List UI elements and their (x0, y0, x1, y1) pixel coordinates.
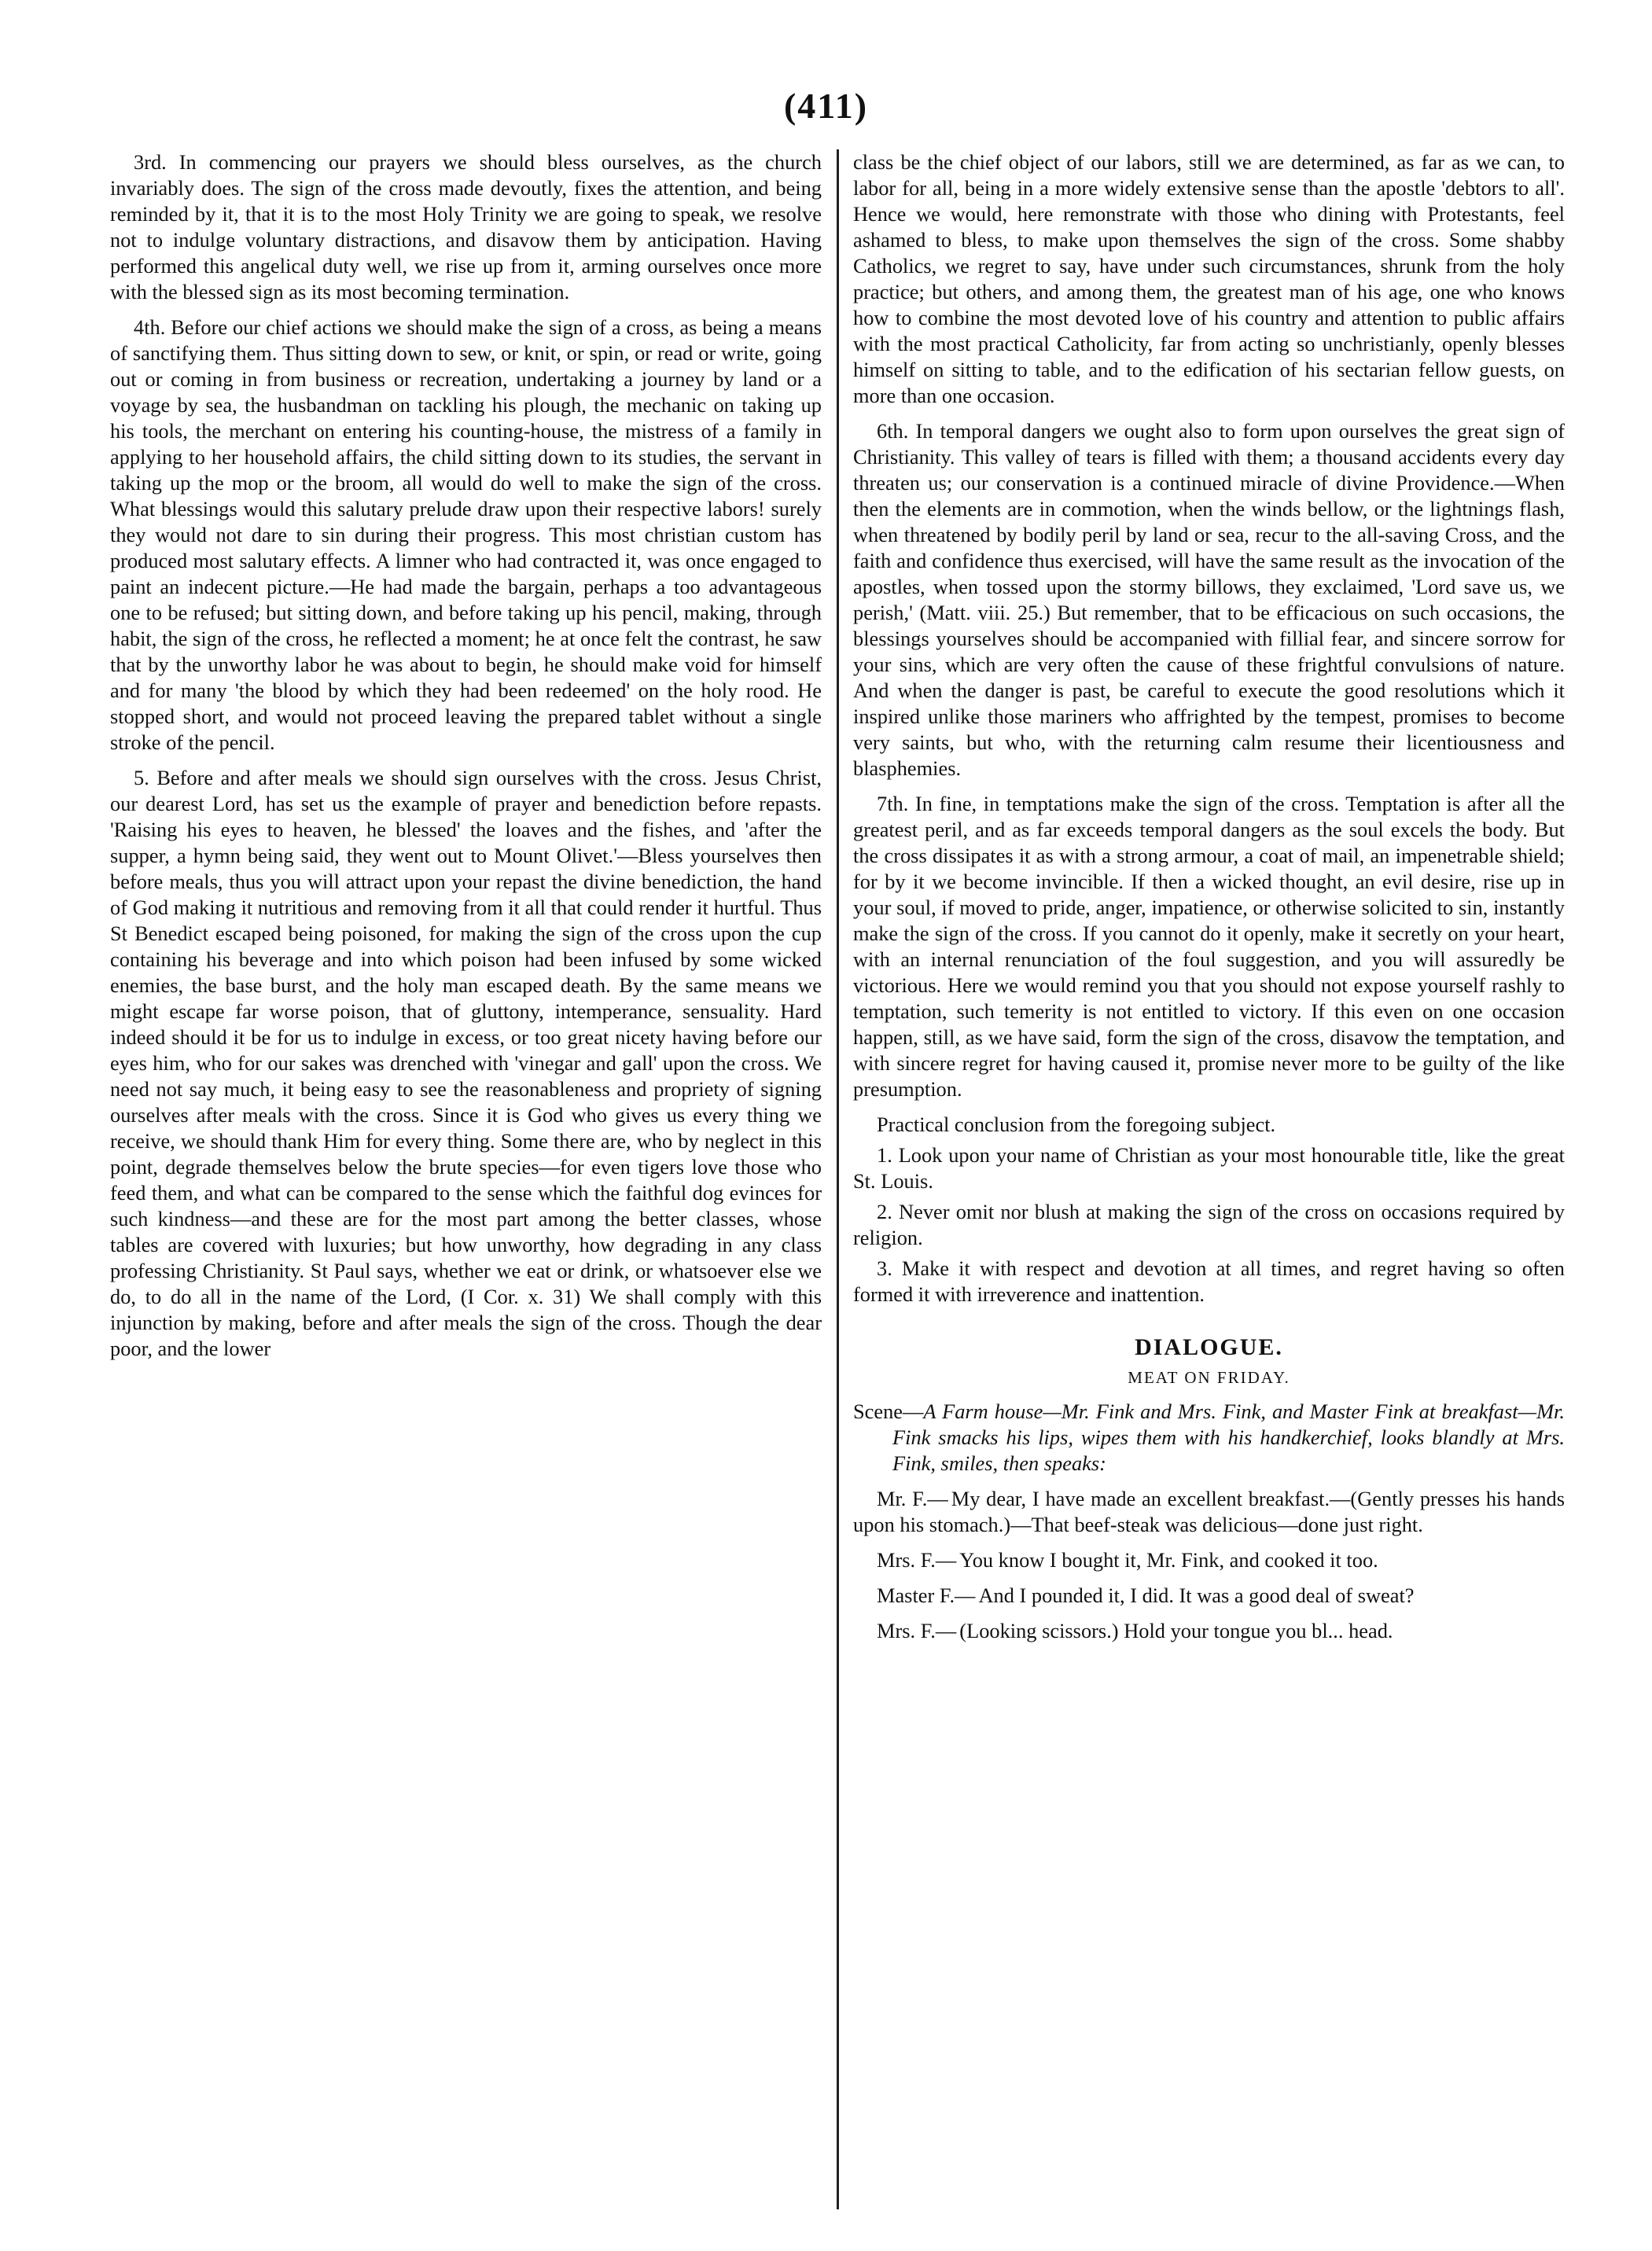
speaker: Mrs. F.— (877, 1548, 957, 1572)
dialogue-line (853, 1486, 1565, 1538)
page-number: (411) (783, 86, 869, 126)
dialogue-line (853, 1547, 1565, 1573)
paragraph-continued: class be the chief object of our labors, still we are determined, as far as we can, to labor for all, being in a more widely extensive sense than the apostle 'debtors to all'. Hence we would, here remonstrate with those who dining with Protestants, feel ashamed to bless, to make upon themselves the sign of the cross. Some shabby Catholics, we regret to say, have under such circumstances, shrunk from the holy practice; but others, and among them, the greatest man of his age, one who knows how to combine the most devoted love of his country and attention to public affairs with the most practical Catholicity, far from acting so unchristianly, openly blesses himself on sitting to table, and to the edification of his sectarian fellow guests, on more than one occasion. (853, 150, 1565, 407)
right-column (853, 149, 1565, 2235)
speaker: Mr. F.— (877, 1487, 948, 1510)
scene-label: Scene— (853, 1400, 924, 1423)
speech-text: My dear, I have made an excellent breakfast.—(Gently presses his hands upon his stomach.)—That beef-steak was delicious—done just right. (853, 1487, 1565, 1536)
paragraph-fourth: 4th. Before our chief actions we should make the sign of a cross, as being a means of sanctifying them. Thus sitting down to sew, or knit, or spin, or read or write, going out or coming in from business or recreation, undertaking a journey by land or a voyage by sea, the husbandman on tackling his plough, the mechanic on taking up his tools, the merchant on entering his counting-house, the mistress of a family in applying to her household affairs, the child sitting down to its studies, the servant in taking up the mop or the broom, all would do well to make the sign of the cross. What blessings would this salutary prelude draw upon their respective labors! surely they would not dare to sin during their progress. This most christian custom has produced most salutary effects. A limner who had contracted it, was once engaged to paint an indecent picture.—He had made the bargain, perhaps a too advantageous one to be refused; but sitting down, and before taking up his pencil, making, through habit, the sign of the cross, he reflected a moment; he at once felt the contrast, he saw that by the unworthy labor he was about to begin, he should make void for himself and for many 'the blood by which they had been redeemed' on the holy rood. He stopped short, and would not proceed leaving the prepared tablet without a single stroke of the pencil. (110, 315, 822, 754)
scene-description (853, 1399, 1565, 1477)
dialogue-subtitle: MEAT ON FRIDAY. (1128, 1368, 1290, 1387)
dialogue-title: DIALOGUE. (1135, 1334, 1283, 1360)
left-column (110, 149, 822, 2235)
conclusion-item: 3. Make it with respect and devotion at all times, and regret having so often formed it with irreverence and inattention. (853, 1256, 1565, 1306)
conclusion-item: 2. Never omit nor blush at making the sign of the cross on occasions required by religion. (853, 1200, 1565, 1249)
paragraph-fifth: 5. Before and after meals we should sign ourselves with the cross. Jesus Christ, our dearest Lord, has set us the example of prayer and benediction before repasts. 'Raising his eyes to heaven, he blessed' the loaves and the fishes, and 'after the supper, a hymn being said, they went out to Mount Olivet.'—Bless yourselves then before meals, thus you will attract upon your repast the divine benediction, the hand of God making it nutritious and removing from it all that could render it hurtful. Thus St Benedict escaped being poisoned, for making the sign of the cross upon the cup containing his beverage and into which poison had been infused by some wicked enemies, the base burst, and the holy man escaped death. By the same means we might escape far worse poison, that of gluttony, intemperance, sensuality. Hard indeed should it be for us to indulge in excess, or too great nicety having before our eyes him, who for our sakes was drenched with 'vinegar and gall' upon the cross. We need not say much, it being easy to see the reasonableness and propriety of signing ourselves after meals with the cross. Since it is God who gives us every thing we receive, we should thank Him for every thing. Some there are, who by neglect in this point, degrade themselves below the brute species—for even tigers love those who feed them, and what can be compared to the sense which the faithful dog evinces for such kindness—and these are for the most part among the better classes, whose tables are covered with luxuries; but how unworthy, how degrading in any class professing Christianity. St Paul says, whether we eat or drink, or whatsoever else we do, to do all in the name of the Lord, (I Cor. x. 31) We shall comply with this injunction by making, before and after meals the sign of the cross. Though the dear poor, and the lower (110, 766, 822, 1360)
speech-text: And I pounded it, I did. It was a good deal of sweat? (978, 1583, 1415, 1607)
speech-text: (Looking scissors.) Hold your tongue you bl... head. (959, 1619, 1393, 1642)
dialogue-line (853, 1618, 1565, 1644)
conclusion-list (853, 1112, 1565, 1308)
conclusion-item: 1. Look upon your name of Christian as your most honourable title, like the great St. Louis. (853, 1143, 1565, 1193)
speech-text: You know I bought it, Mr. Fink, and cooked it too. (959, 1548, 1378, 1572)
dialogue-line (853, 1583, 1565, 1609)
paragraph-seventh: 7th. In fine, in temptations make the sign of the cross. Temptation is after all the greatest peril, and as far exceeds temporal dangers as the soul excels the body. But the cross dissipates it as with a strong armour, a coat of mail, an impenetrable shield; for by it we become invincible. If then a wicked thought, an evil desire, rise up in your soul, if moved to pride, anger, impatience, or otherwise solicited to sin, instantly make the sign of the cross. If you cannot do it openly, make it secretly on your heart, with an internal renunciation of the foul suggestion, and you will assuredly be victorious. Here we would remind you that you should not expose yourself rashly to temptation, such temerity is not entitled to victory. If this even on one occasion happen, still, as we have said, form the sign of the cross, disavow the temptation, and with sincere regret for having caused it, promise never more to be guilty of the like presumption. (853, 792, 1565, 1101)
paragraph-sixth: 6th. In temporal dangers we ought also to form upon ourselves the great sign of Christianity. This valley of tears is filled with them; a thousand accidents every day threaten us; our conservation is a continued miracle of divine Providence.—When then the elements are in commotion, when the winds bellow, or the lightnings flash, when threatened by bodily peril by land or sea, recur to the all-saving Cross, and the faith and confidence thus exercised, will have the same result as the invocation of the apostles, when tossed upon the stormy billows, they exclaimed, 'Lord save us, we perish,' (Matt. viii. 25.) But remember, that to be efficacious on such occasions, the blessings yourselves should be accompanied with fillial fear, and sincere sorrow for your sins, which are very often the cause of these frightful convulsions of nature. And when the danger is past, be careful to execute the good resolutions which it inspired unlike those mariners who affrighted by the tempest, promises to become very saints, but who, with the returning calm resume their licentiousness and blasphemies. (853, 419, 1565, 780)
conclusion-title: Practical conclusion from the foregoing subject. (877, 1113, 1276, 1136)
speaker: Mrs. F.— (877, 1619, 957, 1642)
column-divider (837, 149, 839, 2209)
speaker: Master F.— (877, 1583, 976, 1607)
scene-text: A Farm house—Mr. Fink and Mrs. Fink, and Master Fink at breakfast—Mr. Fink smacks his lips, wipes them with his handkerchief, looks blandly at Mrs. Fink, smiles, then speaks: (892, 1400, 1565, 1475)
paragraph-third: 3rd. In commencing our prayers we should bless ourselves, as the church invariably does. The sign of the cross made devoutly, fixes the attention, and being reminded by it, that it is to the most Holy Trinity we are going to speak, we resolve not to indulge voluntary distractions, and disavow them by anticipation. Having performed this angelical duty well, we rise up from it, arming ourselves once more with the blessed sign as its most becoming termination. (110, 150, 822, 303)
